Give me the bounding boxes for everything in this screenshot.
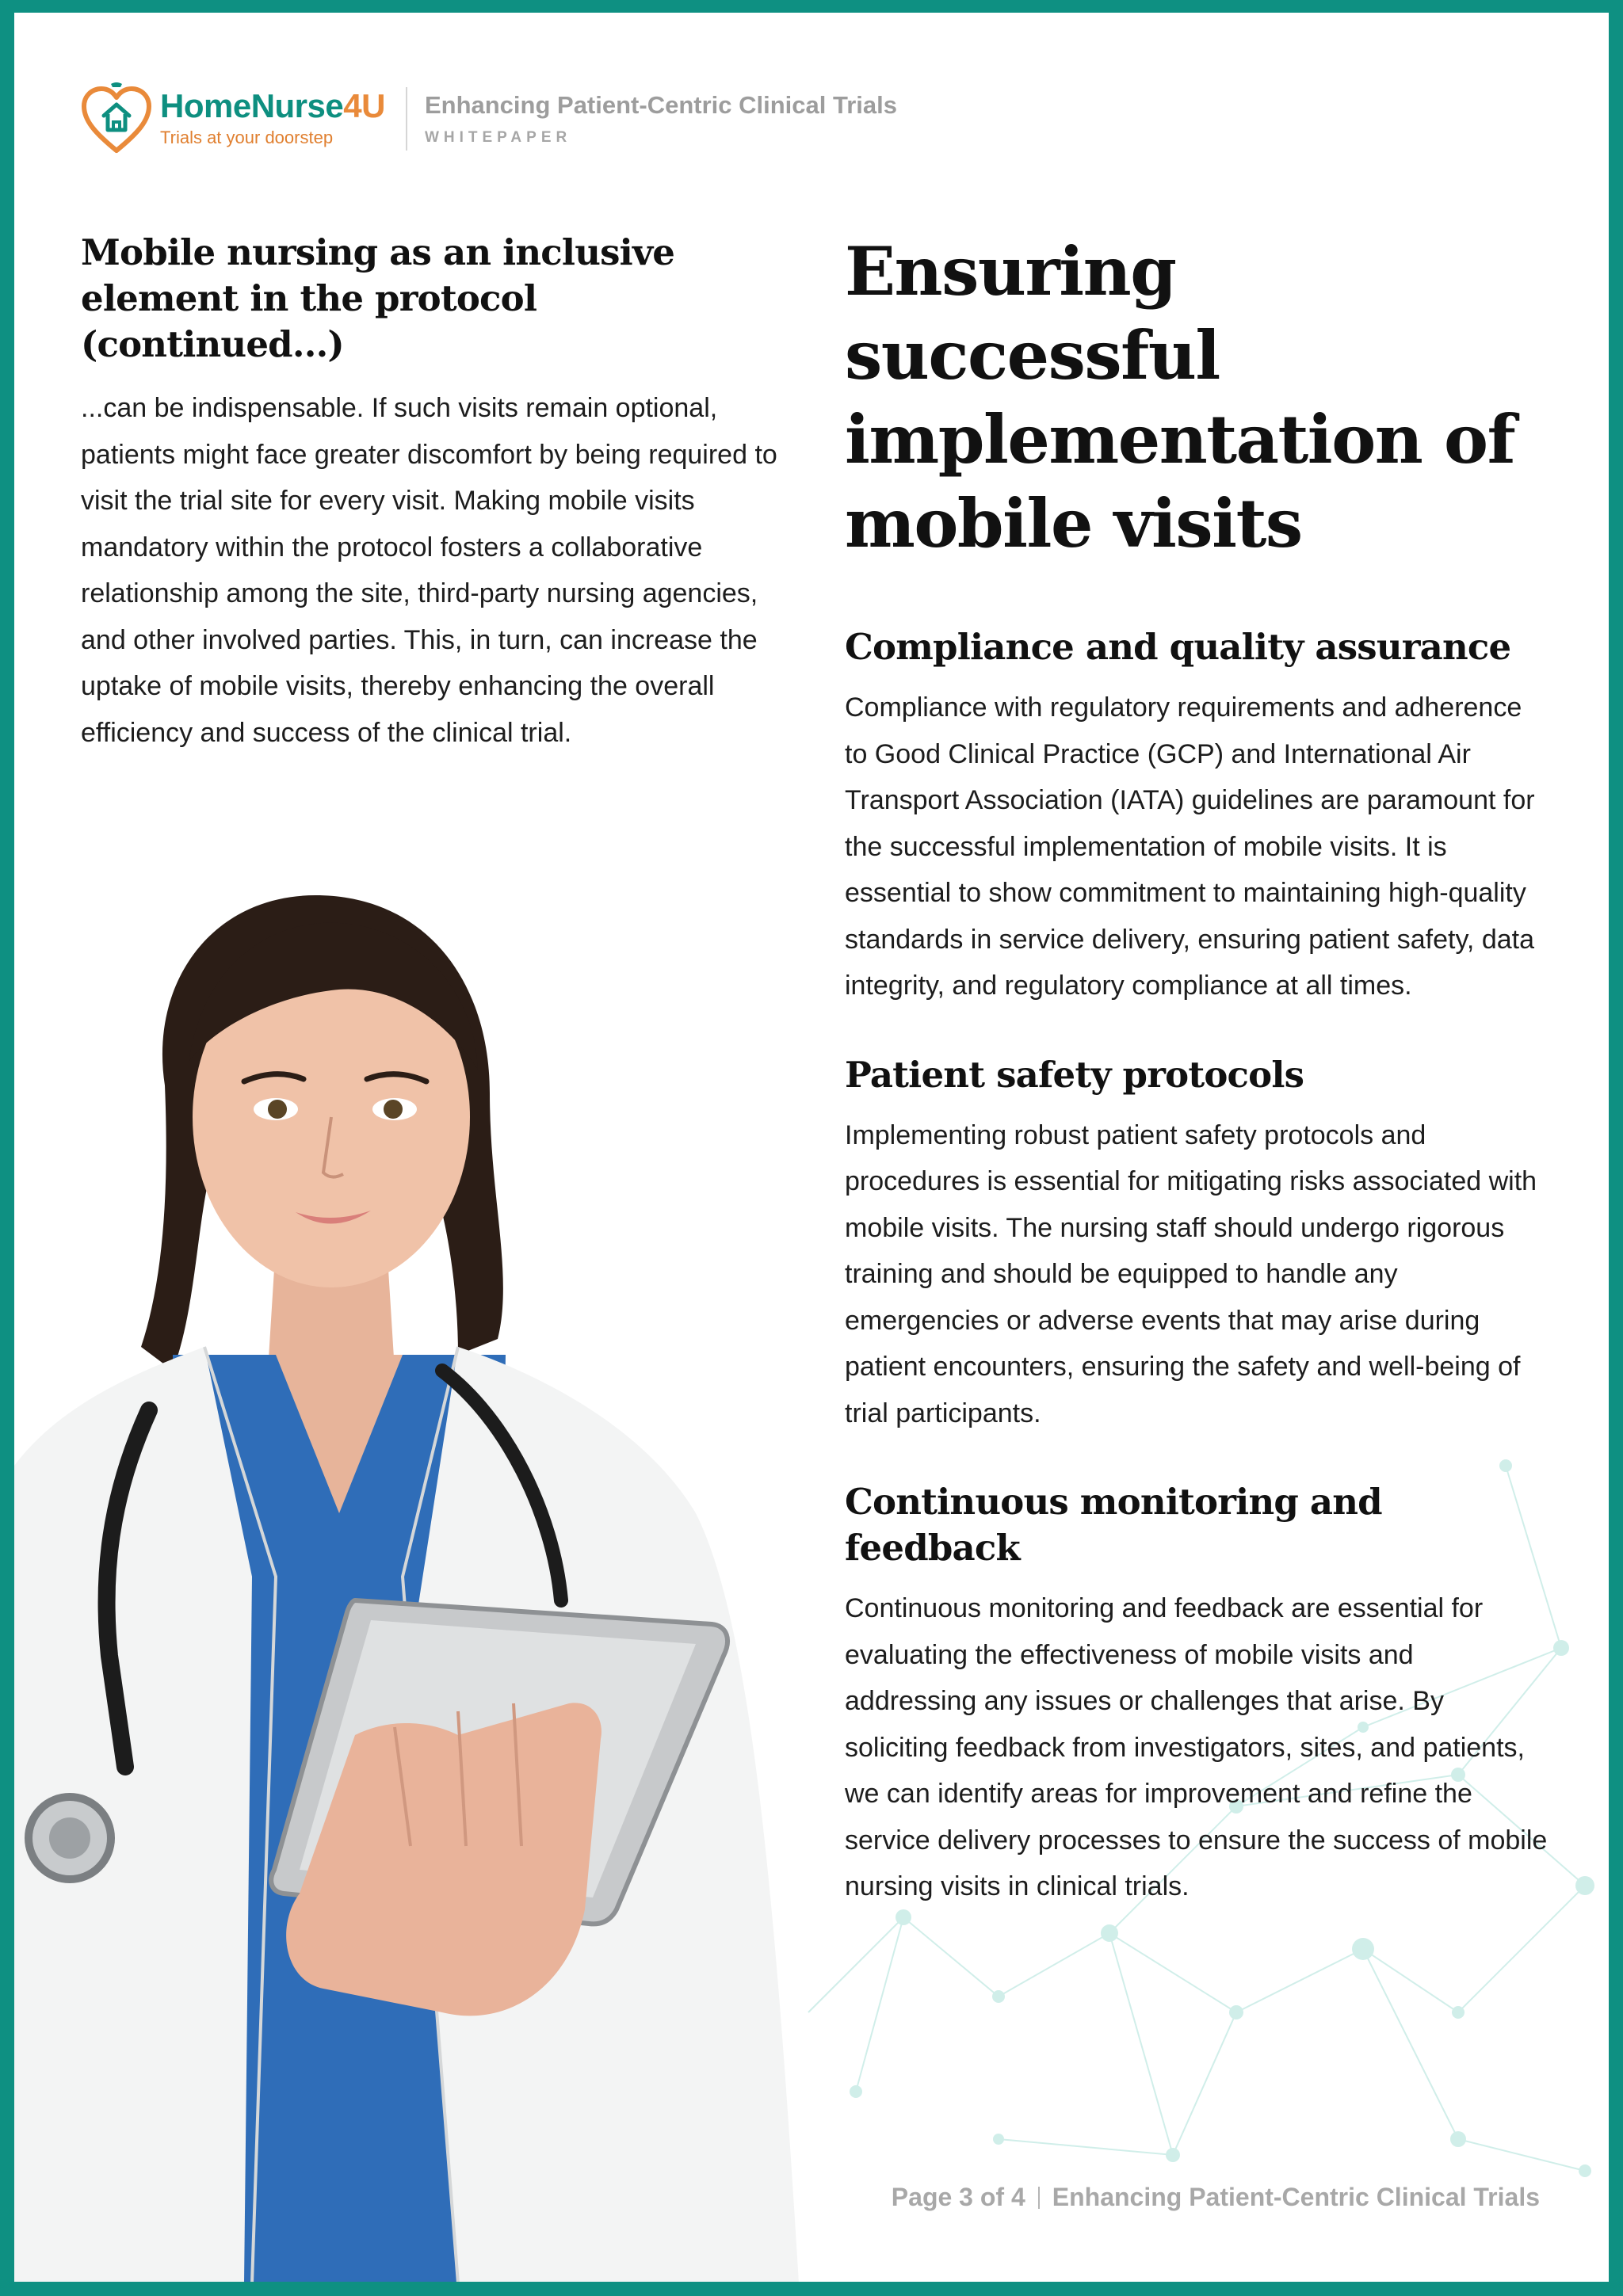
left-body: ...can be indispensable. If such visits remain optional, patients might face greater discomfort by being required to visit the trial site for every visit. Making mobile visits mandatory within the protocol fosters a collaborative relationship among the site, third-party nursing agencies, and other involved parties. This, in turn, can increase the uptake of mobile visits, thereby enhancing the overall efficiency and success of the clinical trial. [81, 393, 777, 748]
section-body: Continuous monitoring and feedback are essential for evaluating the effectiveness of mobile visits and addressing any issues or challenges that arise. By soliciting feedback from investigators, sites, and patients, we can identify areas for improvement and refine the service delivery processes to ensure the success of mobile nursing visits in clinical trials. [845, 1593, 1548, 1901]
section-heading: Continuous monitoring and feedback [845, 1481, 1382, 1569]
header-divider [406, 87, 407, 151]
page-footer [892, 2183, 1540, 2212]
section-heading: Compliance and quality assurance [845, 626, 1511, 668]
footer-divider [1038, 2187, 1040, 2209]
brand-name-suffix: 4U [343, 87, 385, 124]
right-column [845, 230, 1550, 1953]
brand-name: HomeNurse4U [160, 87, 385, 124]
left-column [81, 230, 794, 756]
section-patient-safety [845, 1052, 1550, 1437]
section-heading: Patient safety protocols [845, 1053, 1304, 1096]
nurse-photo [14, 864, 815, 2283]
document-title: Enhancing Patient-Centric Clinical Trials [424, 91, 897, 119]
page-number: Page 3 of 4 [891, 2183, 1025, 2211]
document-type: WHITEPAPER [424, 129, 572, 146]
section-monitoring [845, 1479, 1550, 1910]
section-body: Compliance with regulatory requirements and adherence to Good Clinical Practice (GCP) and International Air Transport Association (IATA) guidelines are paramount for the successful implementation of mobile visits. It is essential to show commitment to maintaining high-quality standards in service delivery, ensuring patient safety, data integrity, and regulatory compliance at all times. [845, 692, 1535, 1001]
left-heading: Mobile nursing as an inclusive element in the protocol (continued...) [81, 231, 675, 365]
brand-logo[interactable] [79, 81, 385, 157]
brand-tagline: Trials at your doorstep [160, 128, 334, 147]
section-compliance [845, 624, 1550, 1009]
page-header [79, 79, 897, 158]
page-title: Ensuring successful implementation of mobile visits [845, 232, 1515, 563]
footer-title: Enhancing Patient-Centric Clinical Trials [1052, 2183, 1540, 2211]
heart-house-icon [79, 81, 154, 157]
section-body: Implementing robust patient safety protocols and procedures is essential for mitigating risks associated with mobile visits. The nursing staff should undergo rigorous training and should be equipped to handle any emergencies or adverse events that may arise during patient encounters, ensuring the safety and well-being of trial participants. [845, 1119, 1537, 1428]
